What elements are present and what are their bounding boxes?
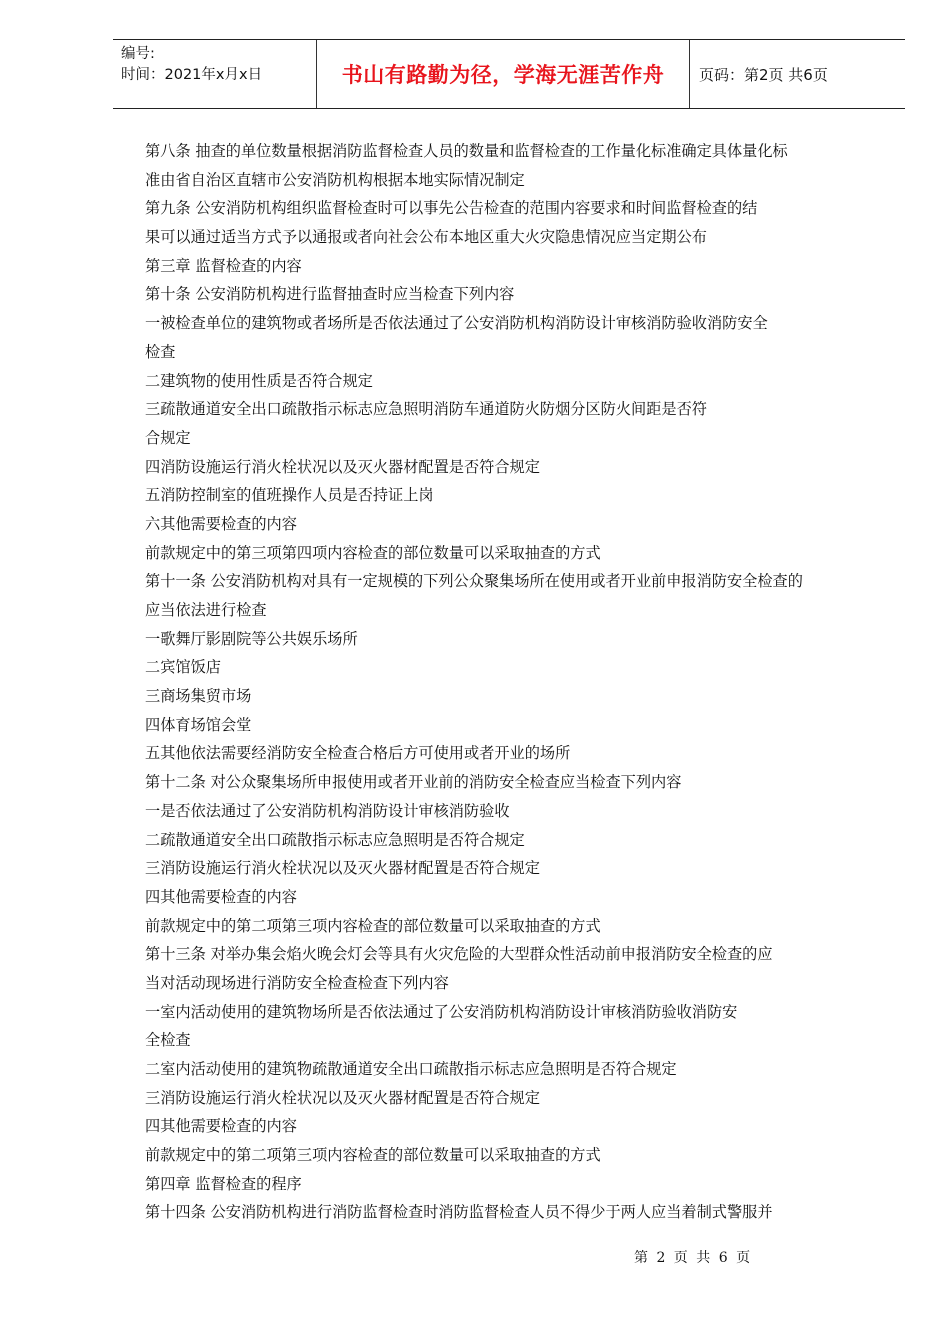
text-line: 第十一条 公安消防机构对具有一定规模的下列公众聚集场所在使用或者开业前申报消防安全检查的 [145, 572, 803, 591]
text-line: 二建筑物的使用性质是否符合规定 [145, 371, 373, 390]
text-line: 当对活动现场进行消防安全检查检查下列内容 [145, 973, 449, 992]
text-line: 一歌舞厅影剧院等公共娱乐场所 [145, 629, 358, 648]
text-line: 检查 [145, 342, 176, 361]
text-line: 五消防控制室的值班操作人员是否持证上岗 [145, 486, 434, 505]
text-line: 准由省自治区直辖市公安消防机构根据本地实际情况制定 [145, 170, 525, 189]
text-line: 第十三条 对举办集会焰火晚会灯会等具有火灾危险的大型群众性活动前申报消防安全检查的应 [145, 945, 773, 964]
header-meta [113, 40, 315, 108]
text-line: 前款规定中的第二项第三项内容检查的部位数量可以采取抽查的方式 [145, 1146, 601, 1165]
page-header [113, 39, 905, 109]
text-line: 六其他需要检查的内容 [145, 514, 297, 533]
page-footer: 第 2 页 共 6 页 [634, 1250, 751, 1266]
document-time-label: 时间：2021年x月x日 [121, 67, 263, 83]
text-line: 第十四条 公安消防机构进行消防监督检查时消防监督检查人员不得少于两人应当着制式警服并 [145, 1203, 773, 1222]
text-line: 合规定 [145, 428, 191, 447]
text-line: 一被检查单位的建筑物或者场所是否依法通过了公安消防机构消防设计审核消防验收消防安全 [145, 314, 768, 333]
text-line: 前款规定中的第二项第三项内容检查的部位数量可以采取抽查的方式 [145, 916, 601, 935]
text-line: 第九条 公安消防机构组织监督检查时可以事先公告检查的范围内容要求和时间监督检查的结 [145, 199, 758, 218]
text-line: 第三章 监督检查的内容 [145, 256, 302, 275]
header-page-number: 页码：第2页 共6页 [699, 65, 828, 84]
text-line: 四消防设施运行消火栓状况以及灭火器材配置是否符合规定 [145, 457, 540, 476]
text-line: 二室内活动使用的建筑物疏散通道安全出口疏散指示标志应急照明是否符合规定 [145, 1060, 677, 1078]
text-line: 第四章 监督检查的程序 [145, 1174, 302, 1193]
text-line: 二疏散通道安全出口疏散指示标志应急照明是否符合规定 [145, 830, 525, 849]
document-number-label: 编号: [121, 46, 155, 62]
text-line: 五其他依法需要经消防安全检查合格后方可使用或者开业的场所 [145, 744, 571, 763]
text-line: 应当依法进行检查 [145, 601, 267, 619]
text-line: 四体育场馆会堂 [145, 715, 252, 734]
text-line: 三疏散通道安全出口疏散指示标志应急照明消防车通道防火防烟分区防火间距是否符 [145, 400, 707, 419]
text-line: 一室内活动使用的建筑物场所是否依法通过了公安消防机构消防设计审核消防验收消防安 [145, 1002, 738, 1021]
text-line: 第十二条 对公众聚集场所申报使用或者开业前的消防安全检查应当检查下列内容 [145, 773, 682, 792]
text-line: 三商场集贸市场 [145, 687, 252, 706]
text-line: 果可以通过适当方式予以通报或者向社会公布本地区重大火灾隐患情况应当定期公布 [145, 228, 707, 247]
text-line: 四其他需要检查的内容 [145, 887, 297, 906]
text-line: 三消防设施运行消火栓状况以及灭火器材配置是否符合规定 [145, 1088, 540, 1107]
document-body [145, 137, 885, 1227]
text-line: 第十条 公安消防机构进行监督抽查时应当检查下列内容 [145, 285, 515, 304]
text-line: 前款规定中的第三项第四项内容检查的部位数量可以采取抽查的方式 [145, 543, 601, 562]
header-motto: 书山有路勤为径，学海无涯苦作舟 [316, 40, 690, 108]
text-line: 二宾馆饭店 [145, 658, 221, 677]
text-line: 四其他需要检查的内容 [145, 1117, 297, 1136]
text-line: 三消防设施运行消火栓状况以及灭火器材配置是否符合规定 [145, 859, 540, 878]
text-line: 一是否依法通过了公安消防机构消防设计审核消防验收 [145, 801, 510, 820]
text-line: 第八条 抽查的单位数量根据消防监督检查人员的数量和监督检查的工作量化标准确定具体量化标 [145, 142, 788, 160]
text-line: 全检查 [145, 1031, 191, 1050]
